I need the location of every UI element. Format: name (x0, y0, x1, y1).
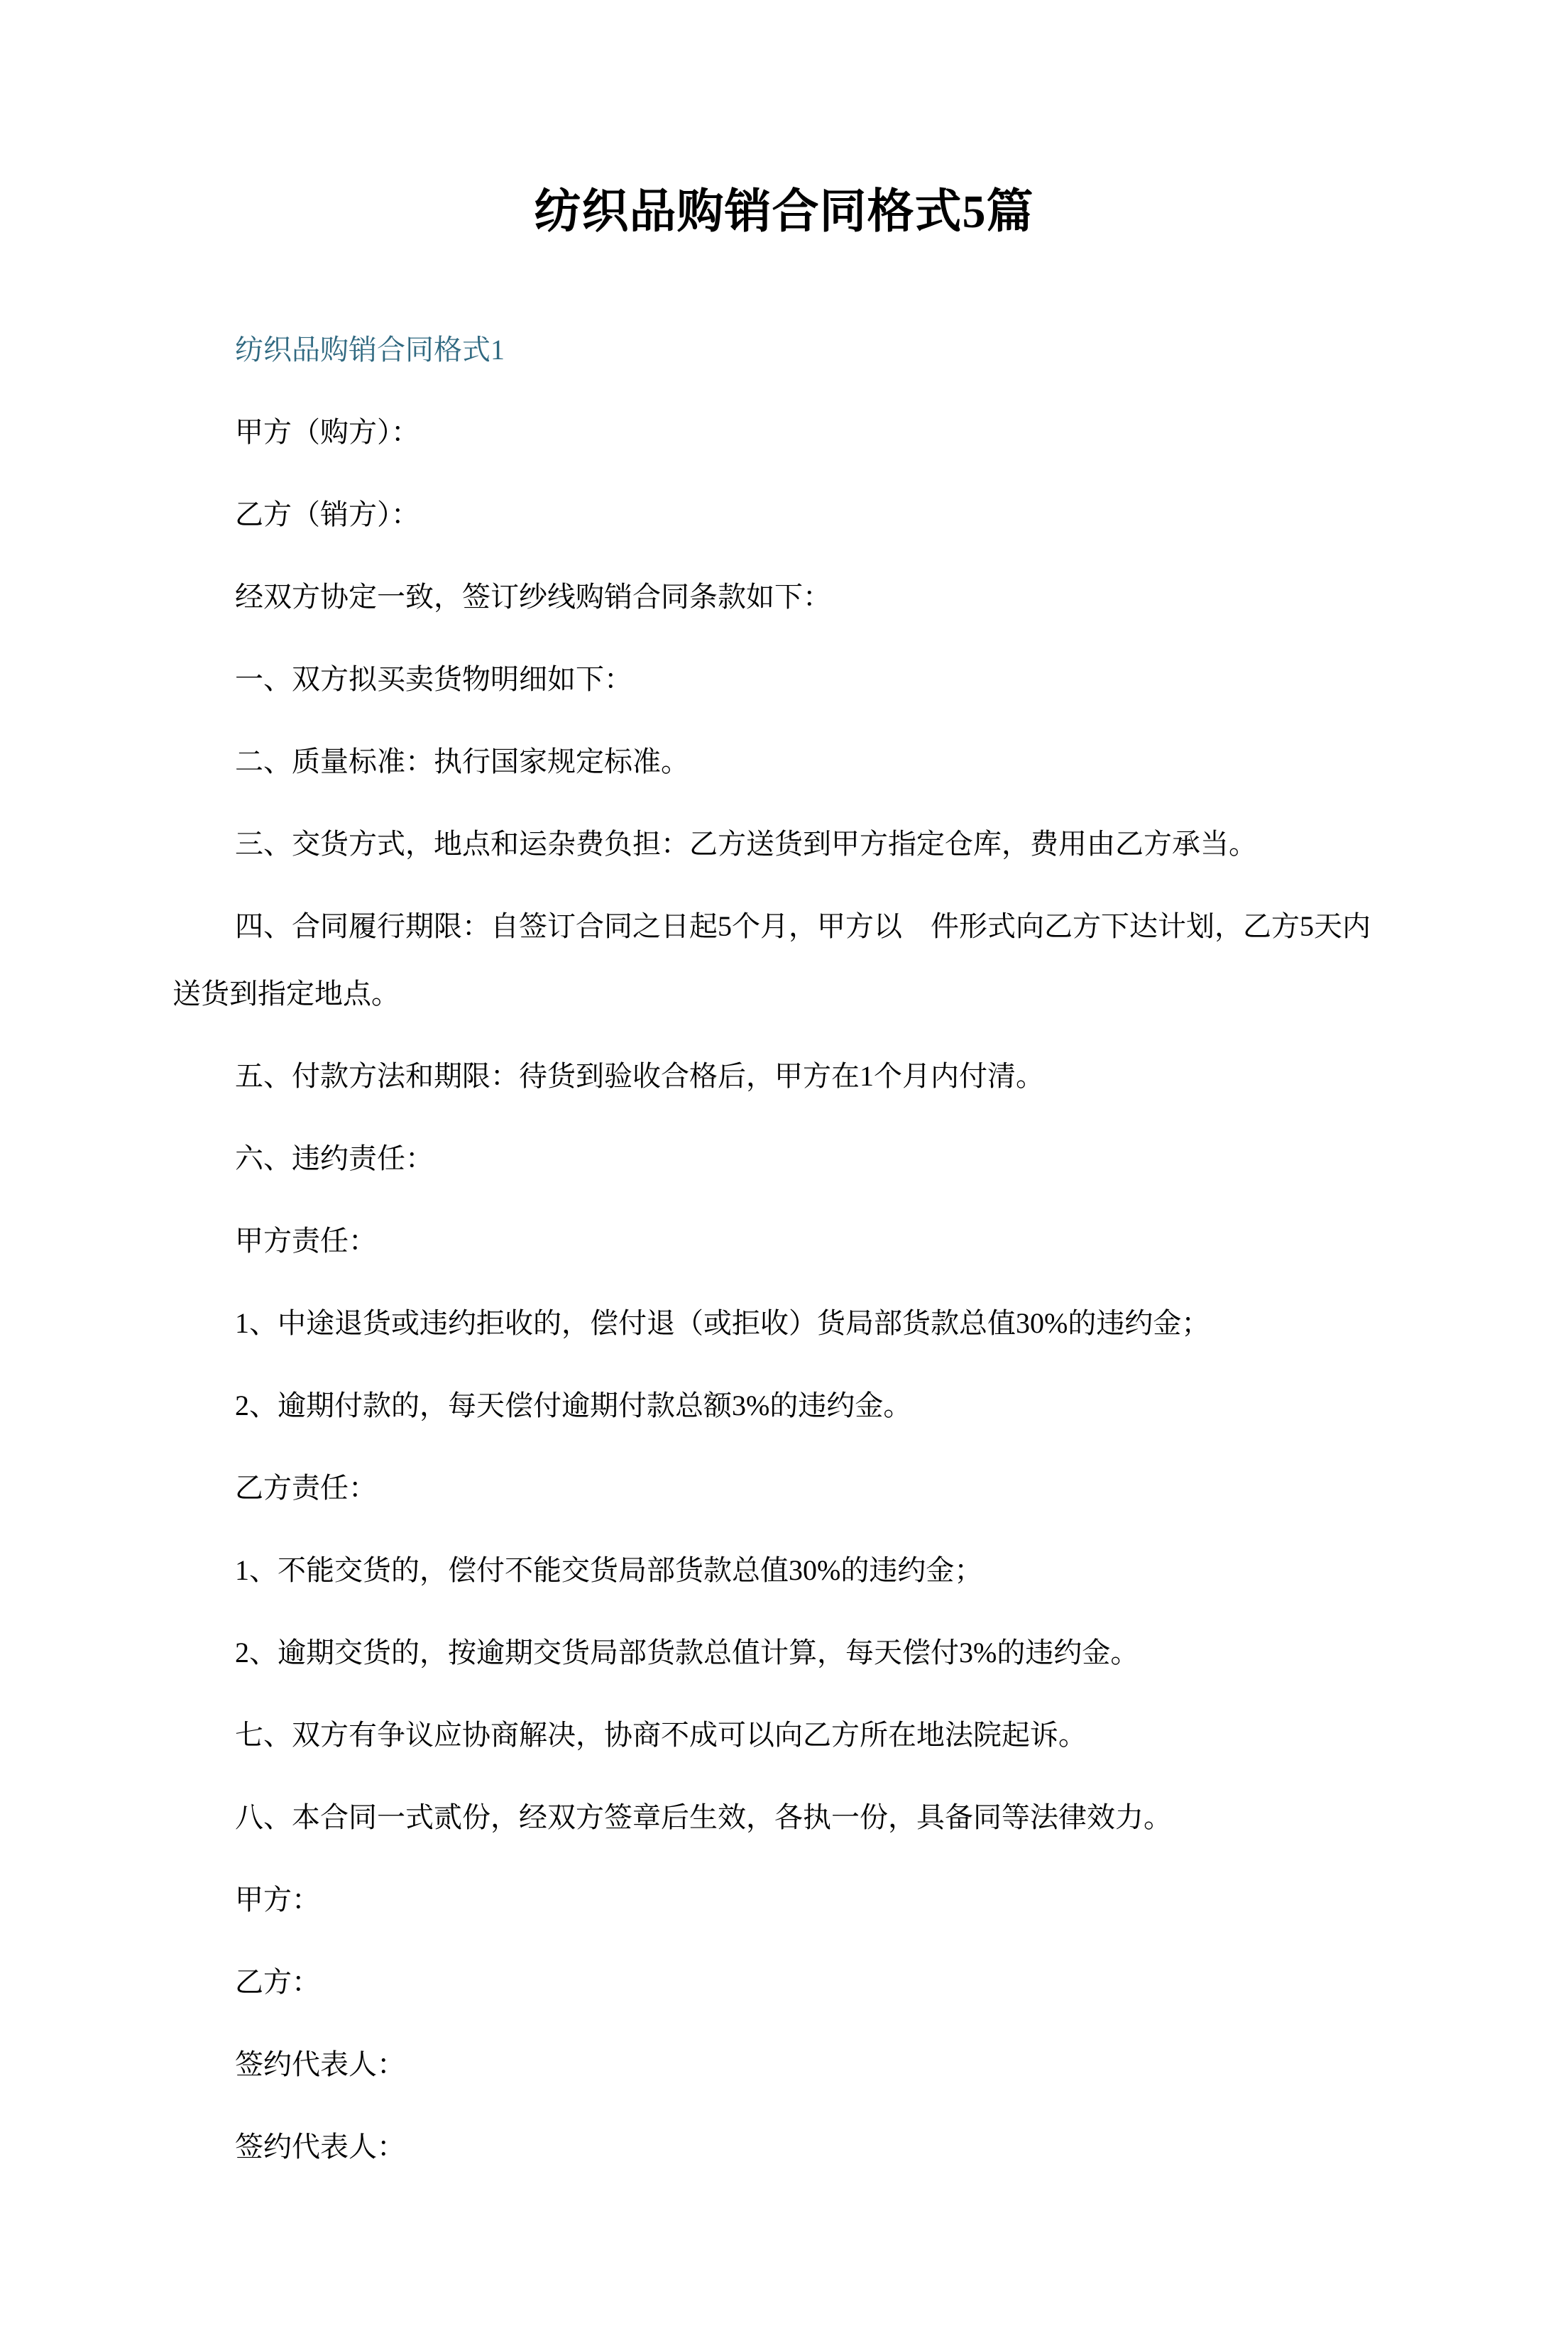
document-title: 纺织品购销合同格式5篇 (534, 186, 1034, 238)
party-b-label: 乙方（销方）： (235, 498, 420, 530)
party-b-liability-1: 1、不能交货的，偿付不能交货局部货款总值30%的违约金； (235, 1554, 983, 1586)
clause-8-copies: 八、本合同一式贰份，经双方签章后生效，各执一份，具备同等法律效力。 (235, 1801, 1172, 1833)
party-b-liability-2: 2、逾期交货的，按逾期交货局部货款总值计算，每天偿付3%的违约金。 (235, 1637, 1139, 1668)
clause-7-dispute: 七、双方有争议应协商解决，协商不成可以向乙方所在地法院起诉。 (235, 1719, 1087, 1751)
document-body (172, 316, 1393, 2180)
party-a-liability-2: 2、逾期付款的，每天偿付逾期付款总额3%的违约金。 (235, 1389, 912, 1421)
signature-rep-b: 签约代表人： (235, 2131, 405, 2163)
signature-rep-a: 签约代表人： (235, 2048, 405, 2080)
clause-1-goods-detail: 一、双方拟买卖货物明细如下： (235, 663, 632, 695)
clause-5-payment: 五、付款方法和期限：待货到验收合格后，甲方在1个月内付清。 (235, 1060, 1044, 1092)
clause-2-quality: 二、质量标准：执行国家规定标准。 (235, 746, 689, 777)
section-title: 纺织品购销合同格式1 (235, 334, 505, 366)
signature-party-b: 乙方： (235, 1966, 320, 1998)
party-a-liability-heading: 甲方责任： (235, 1225, 377, 1257)
party-a-label: 甲方（购方）： (235, 416, 420, 448)
party-a-liability-1: 1、中途退货或违约拒收的，偿付退（或拒收）货局部货款总值30%的违约金； (235, 1307, 1210, 1339)
clause-4-term: 四、合同履行期限：自签订合同之日起5个月，甲方以 件形式向乙方下达计划，乙方5天内送货到指定地点。 (172, 910, 1371, 1010)
clause-3-delivery: 三、交货方式，地点和运杂费负担：乙方送货到甲方指定仓库，费用由乙方承当。 (235, 828, 1257, 860)
clause-6-breach-heading: 六、违约责任： (235, 1142, 434, 1174)
intro-line: 经双方协定一致，签订纱线购销合同条款如下： (235, 581, 831, 613)
signature-party-a: 甲方： (235, 1884, 320, 1916)
party-b-liability-heading: 乙方责任： (235, 1472, 377, 1504)
